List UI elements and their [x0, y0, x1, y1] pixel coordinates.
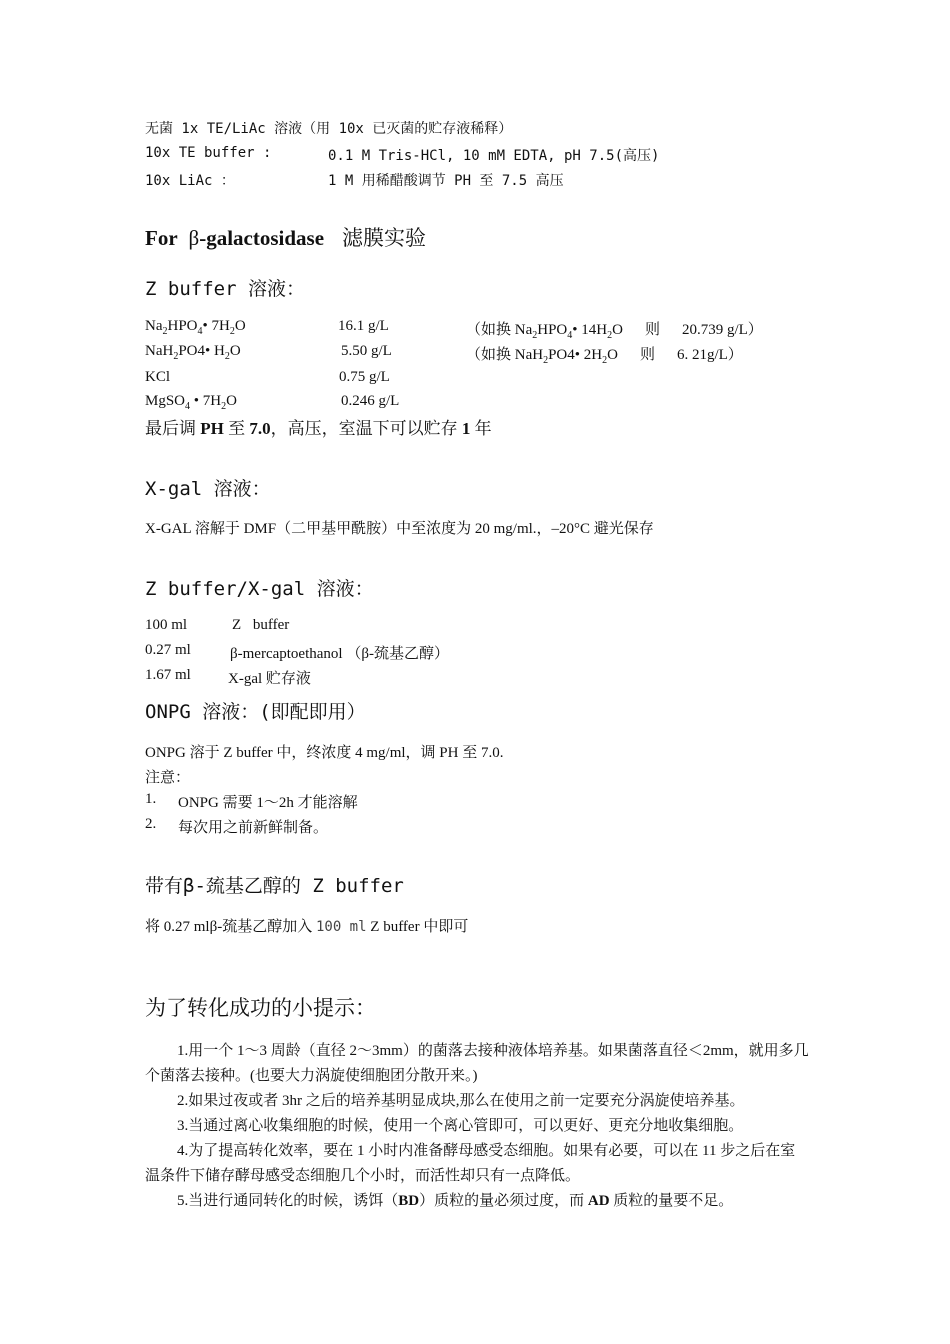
- text-part: 5.当进行通同转化的时候，诱饵（: [177, 1193, 399, 1209]
- text-part: 将 0.27 mlβ-巯基乙醇加入: [145, 919, 316, 935]
- onpg-heading: ONPG 溶液：(即配即用）: [145, 701, 366, 723]
- zx-row-1-amount: 100 ml: [145, 617, 188, 633]
- zbuffer-row-1-note: （如换 $Na_2HPO_4•$ $14H_2O$ 则 20.739 g/L）: [466, 322, 763, 341]
- text-part: BD: [398, 1193, 420, 1209]
- onpg-note-1-number: 1.: [145, 791, 157, 807]
- zbuffer-row-4-value: 0.246 g/L: [341, 393, 400, 409]
- text-part: ，高压，室温下可以贮存: [270, 419, 462, 438]
- tips-heading: 为了转化成功的小提示：: [145, 996, 376, 1020]
- note-part: 6. 21g/L）: [676, 347, 743, 363]
- zx-row-2-amount: 0.27 ml: [145, 642, 191, 658]
- zbuffer-row-2-name: NaH$_2$PO4• $H_2O$: [145, 343, 241, 362]
- onpg-note-2-text: 每次用之前新鲜制备。: [178, 820, 329, 836]
- onpg-note-label: 注意：: [145, 770, 191, 786]
- note-part: PO4• 2H: [548, 347, 603, 363]
- bme-text: [145, 915, 468, 936]
- name-part: O: [229, 343, 241, 359]
- name-part: NaH: [145, 343, 174, 359]
- zx-row-3-amount: 1.67 ml: [145, 667, 191, 683]
- zx-row-3-item: X-gal 贮存液: [228, 671, 311, 687]
- beta-symbol: β: [188, 226, 200, 250]
- te-liac-title: 无菌 1x TE/LiAc 溶液（用 10x 已灭菌的贮存液稀释）: [145, 121, 513, 137]
- note-part: 20.739 g/L）: [681, 322, 763, 338]
- tip-4: 4.为了提高转化效率，要在 1 小时内准备酵母感受态细胞。如果有必要，可以在 11 步之后在室温条件下储存酵母感受态细胞几个小时，而活性却只有一点降低。: [145, 1143, 796, 1184]
- onpg-note-1-text: ONPG 需要 1～2h 才能溶解: [178, 795, 358, 811]
- zx-heading: Z buffer/X-gal 溶液：: [145, 578, 374, 600]
- zbuffer-row-3-value: 0.75 g/L: [339, 369, 390, 385]
- zbuffer-row-2-note: （如换 NaH$_2$PO4• $2H_2O$ 则 6. 21g/L）: [466, 347, 743, 366]
- onpg-text: ONPG 溶于 Z buffer 中，终浓度 4 mg/ml，调 PH 至 7.0.: [145, 745, 504, 761]
- name-part: • 7H: [190, 393, 222, 409]
- text-part: PH: [200, 419, 224, 438]
- zbuffer-row-4-name: MgSO$_4$ • $7H_2O$: [145, 393, 237, 412]
- bme-heading: 带有β-巯基乙醇的 Z buffer: [145, 875, 404, 897]
- text-part: 7.0: [249, 419, 271, 438]
- zbuffer-row-2-value: 5.50 g/L: [341, 343, 392, 359]
- zx-row-2-item: β-mercaptoethanol （β-巯基乙醇）: [230, 646, 449, 662]
- note-part: HPO: [537, 322, 568, 338]
- note-part: 则: [644, 322, 660, 338]
- zbuffer-final-note: [145, 414, 492, 439]
- text-part: 年: [470, 419, 492, 438]
- tip-2: 2.如果过夜或者 3hr 之后的培养基明显成块,那么在使用之前一定要充分涡旋使培养基。: [177, 1093, 745, 1109]
- heading-part: -galactosidase: [199, 226, 325, 250]
- note-part: O: [612, 322, 623, 338]
- galactosidase-heading: [145, 222, 426, 252]
- note-part: （如换 Na: [466, 322, 533, 338]
- name-part: MgSO: [145, 393, 186, 409]
- text-part: 1: [461, 419, 471, 438]
- name-part: O: [226, 393, 237, 409]
- xgal-text: X-GAL 溶解于 DMF（二甲基甲酰胺）中至浓度为 20 mg/ml.，–20°C 避光保存: [145, 521, 654, 537]
- text-part: 100 ml: [315, 919, 367, 935]
- te-buffer-label: 10x TE buffer :: [145, 145, 272, 161]
- liac-label: 10x LiAc ：: [145, 173, 235, 189]
- text-part: Z buffer 中即可: [366, 919, 469, 935]
- zbuffer-heading: Z buffer 溶液：: [145, 278, 305, 300]
- zx-row-1-item: Z buffer: [232, 617, 290, 633]
- note-part: （如换 NaH: [466, 347, 544, 363]
- zbuffer-row-1-name: $Na_2HPO_4•$ $7H_2O$: [145, 318, 246, 337]
- te-buffer-value: 0.1 M Tris-HCl, 10 mM EDTA, pH 7.5(高压): [328, 148, 660, 164]
- tip-3: 3.当通过离心收集细胞的时候，使用一个离心管即可，可以更好、更充分地收集细胞。: [177, 1118, 744, 1134]
- text-part: 质粒的量要不足。: [609, 1193, 734, 1209]
- text-part: AD: [587, 1193, 610, 1209]
- zbuffer-row-3-name: KCl: [145, 369, 171, 385]
- tip-5: [145, 1189, 810, 1214]
- text-part: 最后调: [145, 419, 201, 438]
- note-part: O: [607, 347, 618, 363]
- onpg-note-2-number: 2.: [145, 816, 157, 832]
- text-part: ）质粒的量必须过度，而: [419, 1193, 588, 1209]
- note-part: • 14H: [572, 322, 608, 338]
- note-part: 则: [639, 347, 655, 363]
- heading-part: For: [145, 226, 183, 250]
- tip-1: 1.用一个 1～3 周龄（直径 2～3mm）的菌落去接种液体培养基。如果菌落直径＜2mm，就用多几个菌落去接种。(也要大力涡旋使细胞团分散开来。): [145, 1043, 809, 1084]
- heading-part: 滤膜实验: [342, 226, 427, 250]
- liac-value: 1 M 用稀醋酸调节 PH 至 7.5 高压: [328, 173, 564, 189]
- zbuffer-row-1-value: 16.1 g/L: [338, 318, 389, 334]
- text-part: 至: [223, 419, 250, 438]
- name-part: PO4• H: [178, 343, 225, 359]
- xgal-heading: X-gal 溶液：: [145, 478, 271, 500]
